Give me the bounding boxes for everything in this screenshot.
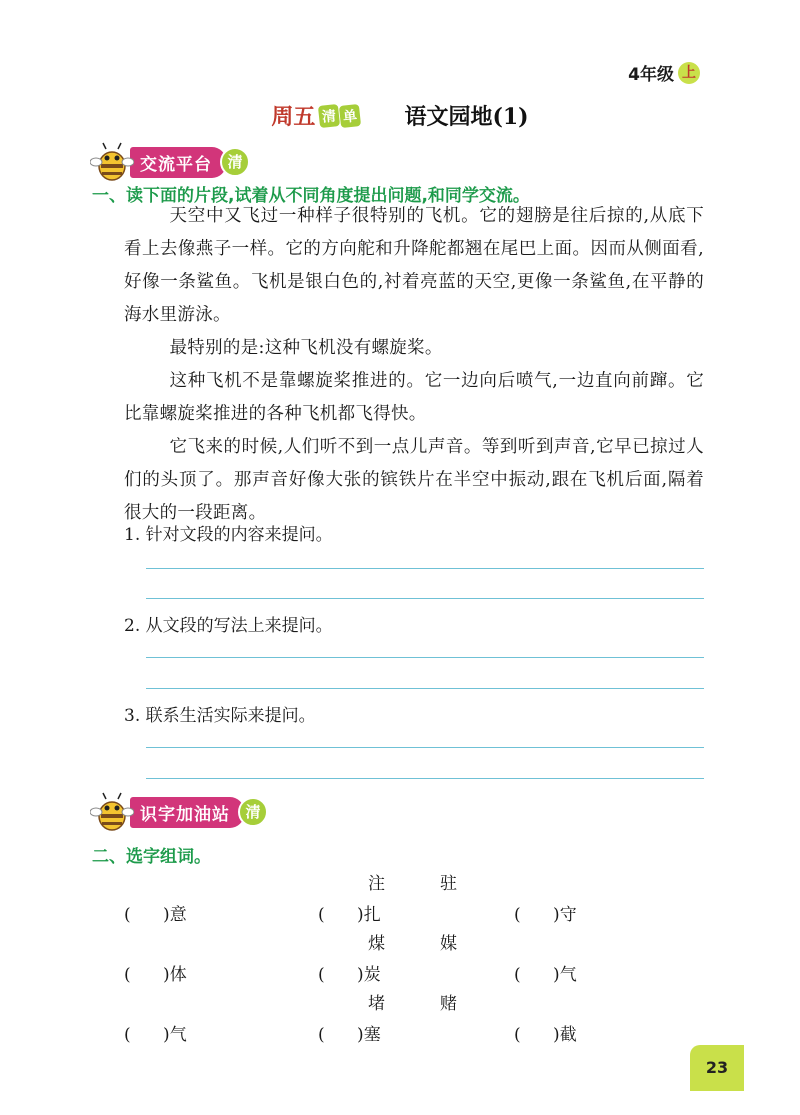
section-label: 交流平台 — [130, 147, 226, 178]
answer-line[interactable] — [146, 568, 704, 569]
title-name: 语文园地(1) — [404, 104, 529, 130]
item-char: 炭 — [363, 965, 381, 985]
item-char: 意 — [169, 905, 187, 925]
answer-line[interactable] — [146, 778, 704, 779]
question-2-heading: 二、选字组词。 — [92, 847, 211, 867]
answer-line[interactable] — [146, 688, 704, 689]
passage-paragraph-4: 它飞来的时候,人们听不到一点儿声音。等到听到声音,它早已掠过人们的头顶了。那声音好像大张的镔铁片在半空中振动,跟在飞机后面,隔着很大的一段距离。 — [124, 437, 704, 523]
bee-mascot-icon — [90, 792, 134, 832]
question-1-heading: 一、读下面的片段,试着从不同角度提出问题,和同学交流。 — [92, 186, 530, 206]
option-char: 驻 — [440, 874, 461, 894]
page-title — [0, 100, 800, 131]
blank-item[interactable]: ( )体 — [124, 965, 187, 985]
grade-text: 4年级 — [628, 65, 674, 85]
reading-passage — [124, 200, 704, 530]
item-char: 扎 — [363, 905, 381, 925]
option-char: 煤 — [368, 934, 389, 954]
grade-badge: 上 — [678, 62, 700, 84]
blank-item[interactable]: ( )炭 — [318, 965, 381, 985]
section-header-exchange — [90, 142, 250, 182]
option-char: 堵 — [368, 994, 389, 1014]
sub-question-2: 2. 从文段的写法上来提问。 — [124, 616, 333, 636]
item-char: 气 — [559, 965, 577, 985]
passage-paragraph-2: 最特别的是:这种飞机没有螺旋桨。 — [169, 338, 443, 358]
passage-paragraph-1: 天空中又飞过一种样子很特别的飞机。它的翅膀是往后掠的,从底下看上去像燕子一样。它的方向舵和升降舵都翘在尾巴上面。因而从侧面看,好像一条鲨鱼。飞机是银白色的,衬着亮蓝的天空,更像一条鲨鱼,在平静的海水里游泳。 — [124, 206, 704, 325]
item-char: 守 — [559, 905, 577, 925]
qingdan-char-2: 单 — [339, 104, 361, 128]
item-char: 截 — [559, 1025, 577, 1045]
sub-question-1: 1. 针对文段的内容来提问。 — [124, 525, 333, 545]
title-day: 周五 — [271, 105, 316, 130]
page-number: 23 — [690, 1045, 744, 1091]
blank-item[interactable]: ( )塞 — [318, 1025, 381, 1045]
blank-item[interactable]: ( )守 — [514, 905, 577, 925]
option-char: 媒 — [440, 934, 461, 954]
qingdan-char-1: 清 — [318, 104, 340, 128]
answer-line[interactable] — [146, 598, 704, 599]
item-char: 气 — [169, 1025, 187, 1045]
section-header-literacy — [90, 792, 268, 832]
sub-question-3: 3. 联系生活实际来提问。 — [124, 706, 316, 726]
option-char: 注 — [368, 874, 389, 894]
section-label: 识字加油站 — [130, 797, 244, 828]
bee-mascot-icon — [90, 142, 134, 182]
blank-item[interactable]: ( )扎 — [318, 905, 381, 925]
qing-badge-icon: 清 — [220, 147, 250, 177]
answer-line[interactable] — [146, 657, 704, 658]
item-char: 塞 — [363, 1025, 381, 1045]
grade-label — [628, 60, 700, 85]
blank-item[interactable]: ( )意 — [124, 905, 187, 925]
qingdan-badge — [319, 105, 360, 127]
title-day-group — [271, 100, 360, 131]
passage-paragraph-3: 这种飞机不是靠螺旋桨推进的。它一边向后喷气,一边直向前蹿。它比靠螺旋桨推进的各种飞机都飞得快。 — [124, 371, 704, 424]
item-char: 体 — [169, 965, 187, 985]
answer-line[interactable] — [146, 747, 704, 748]
blank-item[interactable]: ( )气 — [514, 965, 577, 985]
qing-badge-icon: 清 — [238, 797, 268, 827]
blank-item[interactable]: ( )气 — [124, 1025, 187, 1045]
blank-item[interactable]: ( )截 — [514, 1025, 577, 1045]
option-char: 赌 — [440, 994, 461, 1014]
